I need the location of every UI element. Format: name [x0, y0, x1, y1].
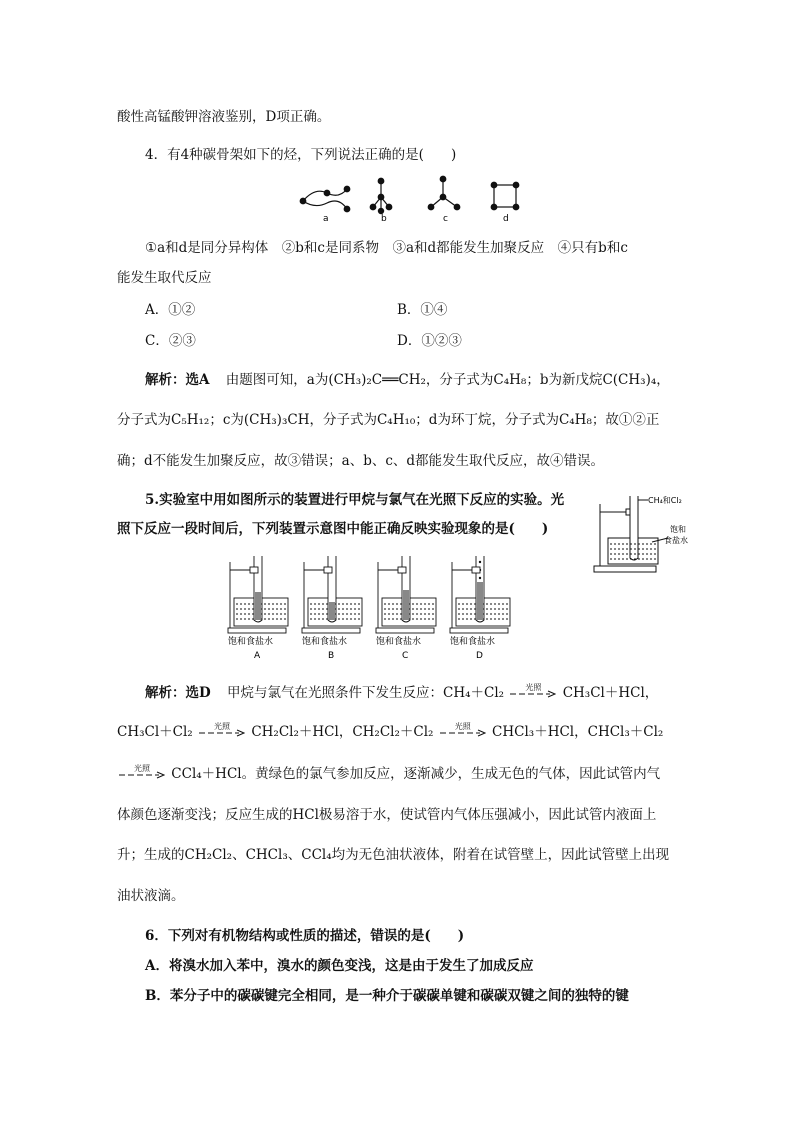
q5-stem-1: 5.实验室中用如图所示的装置进行甲烷与氯气在光照下反应的实验。光: [145, 492, 565, 508]
svg-text:CH₄和Cl₂: CH₄和Cl₂: [648, 496, 682, 505]
option-caption: 饱和食盐水: [228, 637, 274, 647]
reaction-arrow: 光照: [199, 726, 245, 740]
label-b: b: [381, 214, 387, 224]
label-a: a: [323, 214, 329, 224]
option-letter: D: [476, 651, 483, 661]
continuation-line: 酸性高锰酸钾溶液鉴别，D项正确。: [117, 109, 331, 125]
options-figure: [222, 552, 512, 664]
skeleton-c: [428, 176, 460, 210]
q4-analysis-label: 解析：选A: [145, 372, 210, 388]
q6-option-b: B．苯分子中的碳碳键完全相同，是一种介于碳碳单键和碳碳双键之间的独特的键: [145, 988, 629, 1004]
q5-analysis-line2: CH₃Cl＋Cl₂ 光照 CH₂Cl₂＋HCl，CH₂Cl₂＋Cl₂ 光照 CHCl₃＋HCl，CHCl₃＋Cl₂: [117, 721, 664, 740]
reaction-setup-figure: [590, 488, 710, 576]
q4-option-c: C．②③: [145, 333, 196, 349]
q4-stem: 4．有4种碳骨架如下的烃，下列说法正确的是( ): [145, 147, 457, 163]
option-caption: 饱和食盐水: [450, 637, 496, 647]
skeleton-d: [491, 182, 519, 210]
q4-analysis-line2: 分子式为C₅H₁₂；c为(CH₃)₃CH，分子式为C₄H₁₀；d为环丁烷，分子式为C₄H₈；故①②正: [117, 412, 660, 428]
q4-option-d: D．①②③: [397, 333, 462, 349]
q5-stem-2: 照下反应一段时间后，下列装置示意图中能正确反映实验现象的是( ): [117, 521, 549, 537]
label-c: c: [443, 214, 448, 224]
carbon-skeleton-figure: [295, 175, 535, 225]
q5-analysis-line4: 体颜色逐渐变浅；反应生成的HCl极易溶于水，使试管内气体压强减小，因此试管内液面上: [117, 807, 657, 823]
apparatus-option-c: [376, 556, 436, 661]
q5-analysis-line3: 光照 CCl₄＋HCl。黄绿色的氯气参加反应，逐渐减少，生成无色的气体，因此试管内气: [117, 764, 660, 784]
q4-option-a: A．①②: [145, 302, 196, 318]
reaction-arrow: 光照: [510, 687, 556, 701]
svg-text:食盐水: 食盐水: [664, 536, 688, 545]
q5-analysis-line6: 油状液滴。: [117, 888, 185, 904]
reaction-arrow: 光照: [119, 768, 165, 782]
q4-analysis-text: 由题图可知，a为(CH₃)₂C══CH₂，分子式为C₄H₈；b为新戊烷C(CH₃)₄，: [225, 372, 670, 388]
q4-analysis-line1: [145, 370, 670, 390]
label-d: d: [503, 214, 509, 224]
q5-analysis-label: 解析：选D: [145, 685, 211, 701]
option-letter: C: [402, 651, 409, 661]
skeleton-b: [370, 178, 392, 213]
q4-option-b: B．①④: [397, 302, 448, 318]
q5-analysis-line5: 升；生成的CH₂Cl₂、CHCl₃、CCl₄均为无色油状液体，附着在试管壁上，因此试管壁上出现: [117, 847, 670, 863]
apparatus-option-b: [302, 556, 362, 661]
q6-option-a: A．将溴水加入苯中，溴水的颜色变浅，这是由于发生了加成反应: [145, 958, 534, 974]
option-caption: 饱和食盐水: [302, 637, 348, 647]
apparatus-option-a: [228, 556, 288, 661]
q4-statements-cont: 能发生取代反应: [117, 270, 212, 286]
q5-analysis-tail: CH₃Cl＋HCl，: [562, 685, 659, 701]
apparatus-option-d: [450, 556, 510, 661]
option-letter: A: [254, 651, 261, 661]
q4-statements: ①a和d是同分异构体 ②b和c是同系物 ③a和d都能发生加聚反应 ④只有b和c: [145, 240, 628, 256]
option-caption: 饱和食盐水: [376, 637, 422, 647]
svg-text:饱和: 饱和: [670, 525, 686, 534]
skeleton-a: [300, 186, 350, 212]
q4-analysis-line3: 确；d不能发生加聚反应，故③错误；a、b、c、d都能发生取代反应，故④错误。: [117, 453, 605, 469]
q6-stem: 6．下列对有机物结构或性质的描述，错误的是( ): [145, 928, 465, 944]
reaction-arrow: 光照: [440, 726, 486, 740]
q5-analysis-line1: [145, 683, 658, 703]
option-letter: B: [328, 651, 335, 661]
q5-analysis-text: 甲烷与氯气在光照条件下发生反应：CH₄＋Cl₂: [227, 685, 505, 701]
